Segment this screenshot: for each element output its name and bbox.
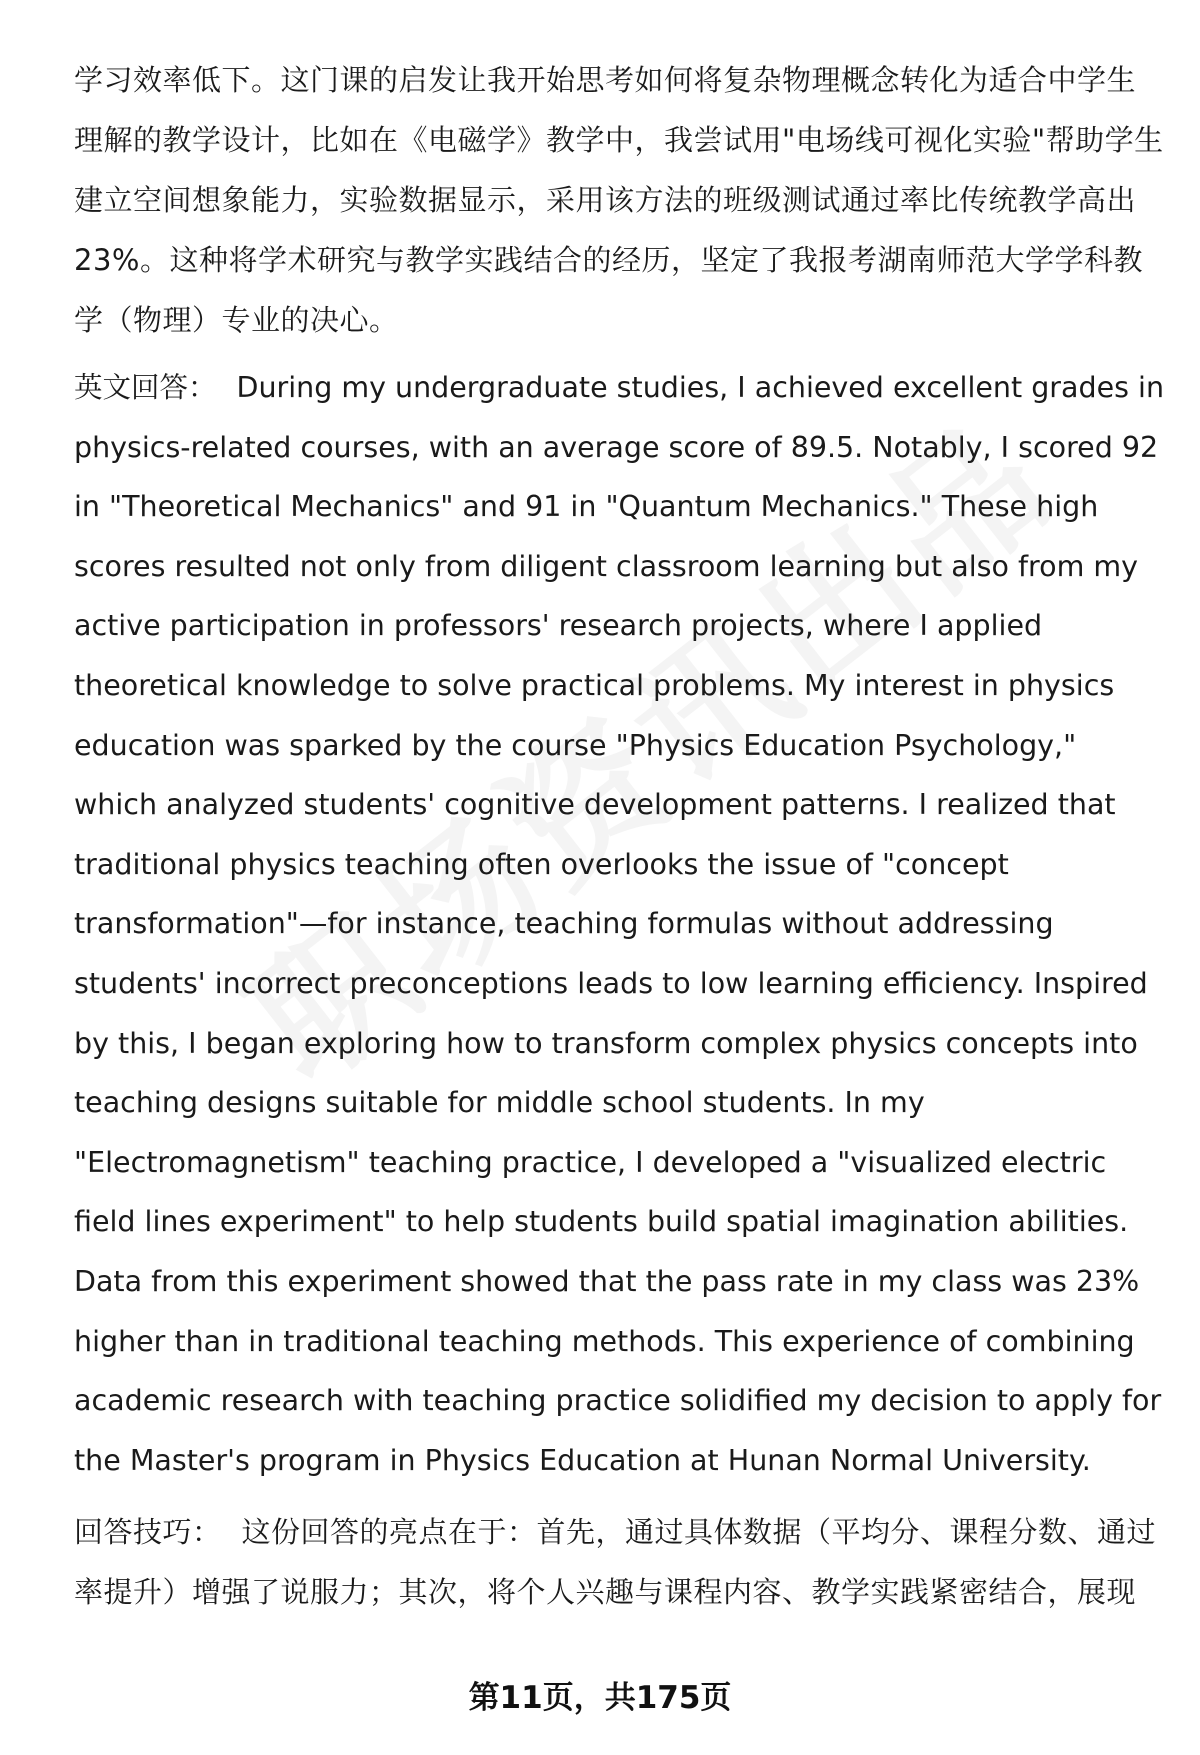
answer-tips-label: 回答技巧： [74, 1515, 222, 1550]
chinese-paragraph: 学习效率低下。这门课的启发让我开始思考如何将复杂物理概念转化为适合中学生理解的教学设计，比如在《电磁学》教学中，我尝试用"电场线可视化实验"帮助学生建立空间想象能力，实验数据显示，采用该方法的班级测试通过率比传统教学高出23%。这种将学术研究与教学实践结合的经历，坚定了我报考湖南师范大学学科教学（物理）专业的决心。 [74, 63, 1164, 337]
document-body [74, 50, 1164, 1630]
english-answer-text: During my undergraduate studies, I achieved excellent grades in physics-related courses, with an average score of 89.5. Notably, I scored 92 in "Theoretical Mechanics" and 91 in "Quantum Mechanics." These high scores resulted not only from diligent classroom learning but also from my active participation in professors' research projects, where I applied theoretical knowledge to solve practical problems. My interest in physics education was sparked by the course "Physics Education Psychology," which analyzed students' cognitive development patterns. I realized that traditional physics teaching often overlooks the issue of "concept transformation"—for instance, teaching formulas without addressing students' incorrect preconceptions leads to low learning efficiency. Inspired by this, I began exploring how to transform complex physics concepts into teaching designs suitable for middle school students. In my "Electromagnetism" teaching practice, I developed a "visualized electric field lines experiment" to help students build spatial imagination abilities. Data from this experiment showed that the pass rate in my class was 23% higher than in traditional teaching methods. This experience of combining academic research with teaching practice solidified my decision to apply for the Master's program in Physics Education at Hunan Normal University. [74, 371, 1165, 1477]
answer-tips-paragraph [74, 1502, 1164, 1622]
answer-tips-text: 这份回答的亮点在于：首先，通过具体数据（平均分、课程分数、通过率提升）增强了说服力；其次，将个人兴趣与课程内容、教学实践紧密结合，展现 [74, 1515, 1157, 1610]
english-answer-paragraph [74, 358, 1164, 1490]
page-number: 第11页，共175页 [468, 1680, 732, 1716]
english-answer-label: 英文回答： [74, 371, 217, 404]
